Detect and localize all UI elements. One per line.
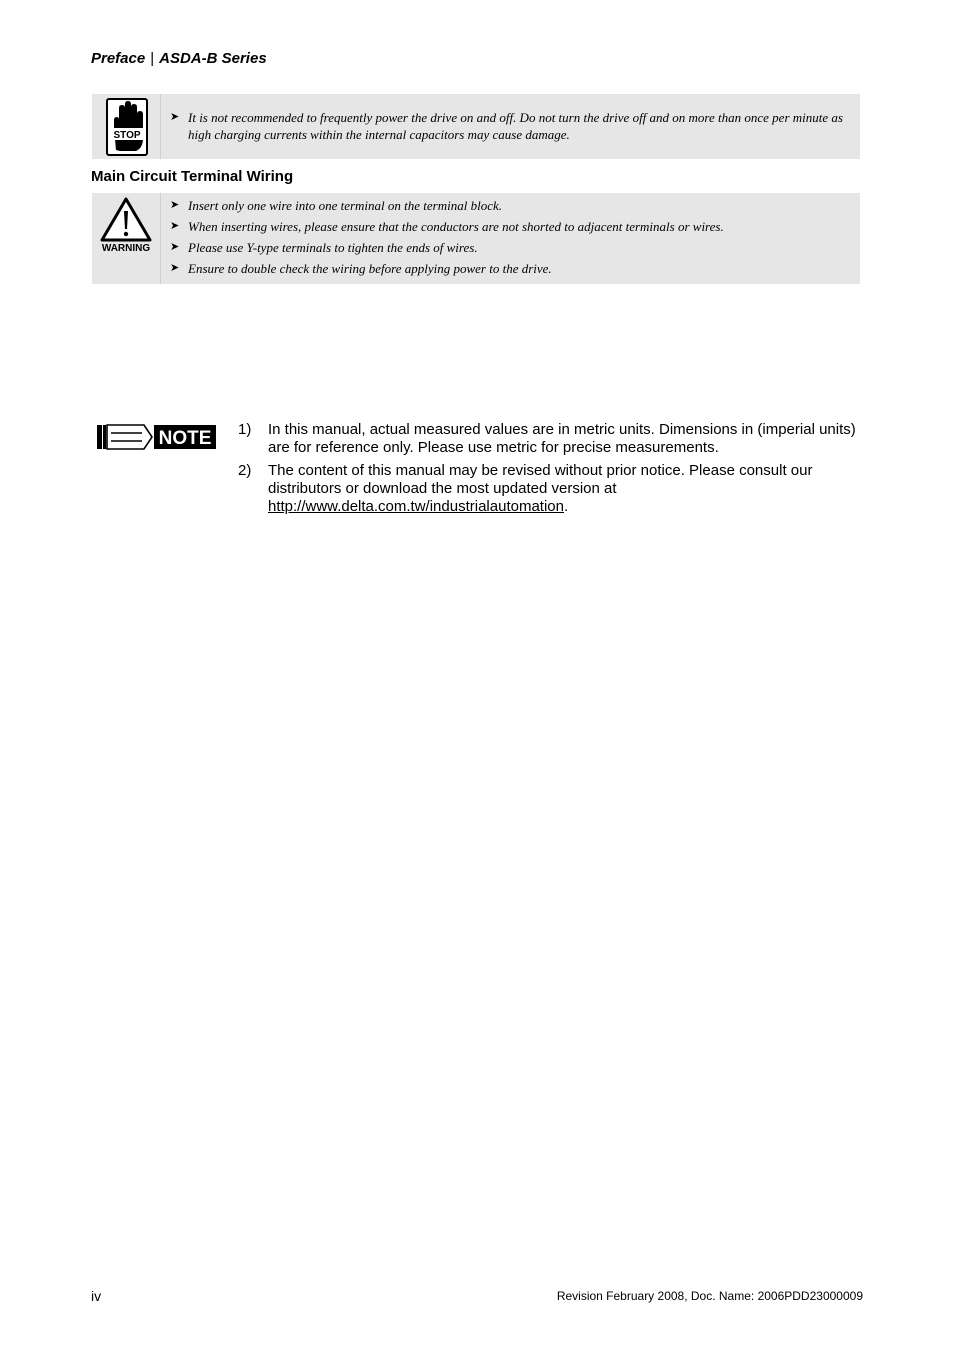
- note-list: [238, 421, 858, 521]
- arrow-bullet-icon: ➤: [170, 241, 180, 253]
- page-header: [91, 50, 267, 67]
- stop-notice-list: [161, 109, 860, 143]
- header-series: ASDA-B Series: [159, 50, 267, 67]
- stop-icon-cell: [92, 94, 160, 159]
- note-item-number: 1): [238, 421, 252, 438]
- note-item: [238, 462, 858, 516]
- warning-icon-text: WARNING: [101, 243, 151, 254]
- warning-icon-cell: [92, 193, 160, 284]
- warning-notice-item: ➤ When inserting wires, please ensure that the conductors are not shorted to adjacent terminals or wires.: [170, 219, 724, 234]
- warning-notice-box: [92, 193, 860, 284]
- warning-notice-item: ➤ Please use Y-type terminals to tighten the ends of wires.: [170, 240, 478, 255]
- stop-icon-text: STOP: [113, 130, 141, 141]
- note-item: [238, 421, 858, 457]
- note-item-text: In this manual, actual measured values are in metric units. Dimensions in (imperial units) are for reference only. Please use metric for precise measurements.: [268, 421, 856, 456]
- stop-notice-item: ➤ It is not recommended to frequently power the drive on and off. Do not turn the drive off and on more than once per minute as high charging currents within the internal capacitors may cause damage.: [170, 110, 843, 142]
- arrow-bullet-icon: ➤: [170, 262, 180, 274]
- revision-info: Revision February 2008, Doc. Name: 2006PDD23000009: [556, 1289, 863, 1303]
- arrow-bullet-icon: ➤: [170, 199, 180, 211]
- header-separator: |: [150, 50, 155, 67]
- note-item-trailing: .: [563, 498, 569, 515]
- arrow-bullet-icon: ➤: [170, 111, 180, 123]
- note-item-number: 2): [238, 462, 252, 479]
- header-section: Preface: [91, 50, 146, 67]
- stop-notice-box: [92, 94, 860, 159]
- arrow-bullet-icon: ➤: [170, 220, 180, 232]
- note-item-text: The content of this manual may be revised without prior notice. Please consult our distributors or download the most updated version at: [268, 462, 813, 497]
- section-title: Main Circuit Terminal Wiring: [91, 168, 294, 185]
- page-number: iv: [91, 1288, 102, 1304]
- note-icon: [96, 422, 218, 452]
- warning-notice-item: ➤ Ensure to double check the wiring before applying power to the drive.: [170, 261, 552, 276]
- note-icon-text: NOTE: [158, 428, 212, 449]
- stop-notice-text: [160, 94, 860, 159]
- warning-notice-item: ➤ Insert only one wire into one terminal on the terminal block.: [170, 198, 502, 213]
- warning-notice-text: [160, 193, 860, 284]
- warning-notice-list: [161, 197, 860, 281]
- delta-website-link[interactable]: http://www.delta.com.tw/industrialautomation: [268, 498, 564, 515]
- stop-hand-icon: [106, 98, 148, 156]
- warning-triangle-icon: [97, 196, 155, 258]
